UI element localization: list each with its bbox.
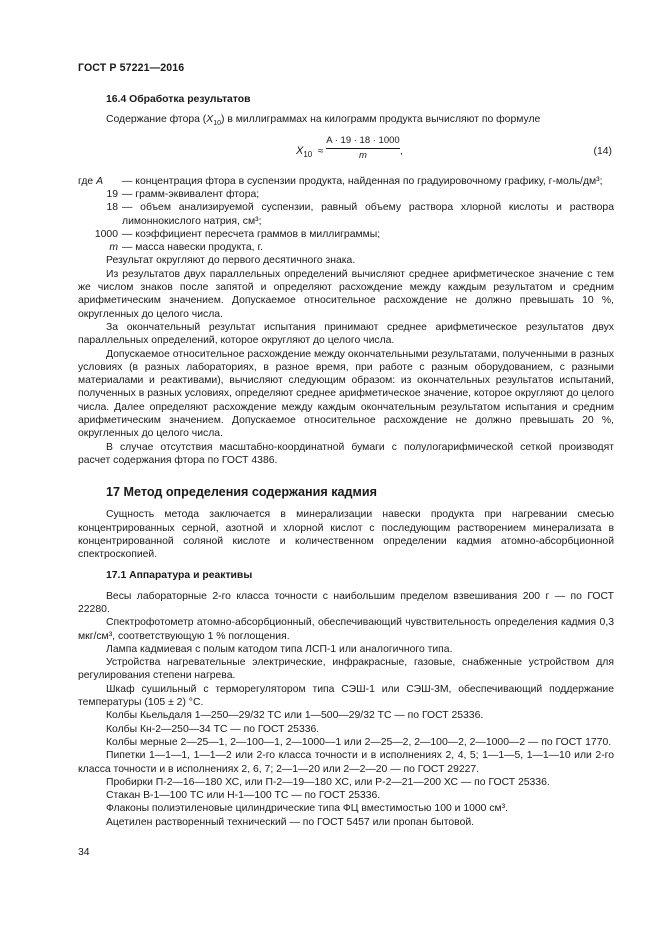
section-17-title: 17 Метод определения содержания кадмия [106,485,377,500]
document-header: ГОСТ Р 57221—2016 [78,62,185,74]
paragraph: Сущность метода заключается в минерализации навески продукта при нагревании смесью концентрированных серной, азотной и хлорной кислот с последующим растворением минерализата в концентрированной соляной кислоте и количественном определении кадмия атомно-абсорбционной спектроскопией. [78,509,614,561]
list-item: Устройства нагревательные электрические, инфракрасные, газовые, снабженные устройством для регулирования степени нагрева. [78,657,614,682]
formula-numerator: A · 19 · 18 · 1000 [326,135,400,149]
definition-item: 19 — грамм-эквивалент фтора; [106,188,260,200]
formula-number: (14) [593,145,612,157]
formula-approx-sign: ≈ [318,145,324,157]
where-label: где [78,175,94,187]
formula-14 [78,135,614,173]
list-item: Шкаф сушильный с терморегулятором типа СЭШ-1 или СЭШ-3М, обеспечивающий поддержание температуры (105 ± 2) °С. [78,683,614,709]
section-16-4-title: 16.4 Обработка результатов [106,94,251,105]
definition-item: m — масса навески продукта, г. [109,242,263,254]
list-item: Флаконы полиэтиленовые цилиндрические типа ФЦ вместимостью 100 и 1000 см³. [106,803,509,815]
definition-item: 18 — объем анализируемой суспензии, равный объему раствора хлорной кислоты и раствора лимоннокислого натрия, см³; [106,202,614,227]
list-item: Колбы Кьельдаля 1—250—29/32 ТС или 1—500—29/32 ТС — по ГОСТ 25336. [106,710,484,722]
list-item: Спектрофотометр атомно-абсорбционный, обеспечивающий чувствительность определения кадмия 0,3 мкг/см³, соответствующую 1 % поглощения. [78,617,614,642]
list-item: Колбы Кн-2—250—34 ТС — по ГОСТ 25336. [106,723,320,735]
list-item: Пипетки 1—1—1, 1—1—2 или 2-го класса точности и в исполнениях 2, 4, 5; 1—1—5, 1—1—10 или 2-го класса точности и в исполнениях 2, 6, 7; 2—1—20 или 2—2—20 — по ГОСТ 29227. [78,750,614,775]
list-item: Колбы мерные 2—25—1, 2—100—1, 2—1000—1 или 2—25—2, 2—100—2, 2—1000—2 — по ГОСТ 1770. [106,736,612,748]
list-item: Весы лабораторные 2-го класса точности с наибольшим пределом взвешивания 200 г — по ГОСТ 22280. [78,590,614,615]
formula-intro: Содержание фтора $(X_{10})$ в миллиграммах на килограмм продукта вычисляют по формуле [106,114,541,128]
paragraph: За окончательный результат испытания принимают среднее арифметическое результатов двух параллельных определений, которое округляют до целого числа. [78,321,614,347]
formula-lhs: $X_{10}$ [296,144,313,159]
page-content [78,93,614,829]
definition-item: где A — концентрация фтора в суспензии продукта, найденная по градуировочному графику, г-моль/дм³; [78,175,603,187]
list-item: Ацетилен растворенный технический — по ГОСТ 5457 или пропан бытовой. [106,816,475,828]
paragraph: В случае отсутствия масштабно-координатной бумаги с полулогарифмической сеткой производят расчет содержания фтора по ГОСТ 4386. [78,441,614,466]
formula-definitions [78,175,614,255]
list-item: Пробирки П-2—16—180 ХС, или П-2—19—180 ХС, или Р-2—21—200 ХС — по ГОСТ 25336. [106,776,550,788]
page-number: 34 [78,847,90,858]
paragraph: Из результатов двух параллельных определений вычисляют среднее арифметическое значение с тем же числом знаков после запятой и определяют расхождение между каждым результатом и средним арифметическим значением. Допускаемое относительное расхождение не должно превышать 10 %, округленных до целого числа. [78,268,614,320]
formula-comma: , [400,145,403,157]
paragraph: Результат округляют до первого десятичного знака. [106,255,356,267]
paragraph: Допускаемое относительное расхождение между окончательными результатами, полученными в разных условиях (в разных лабораториях, в разное время, при работе с разным оборудованием, с разными материалами и реактивами), вычисляют следующим образом: из окончательных результатов испытаний, полученных в разных условиях, определяют среднее арифметическое значение, которое округляют до целого числа. Далее определяют расхождение между каждым окончательным результатом испытания и средним арифметическим значением. Допускаемое относительное расхождение не должно превышать 20 %, округленных до целого числа. [78,348,614,440]
formula-denominator: m [359,149,367,161]
list-item: Стакан В-1—100 ТС или Н-1—100 ТС — по ГОСТ 25336. [106,790,381,802]
section-17-1-title: 17.1 Аппаратура и реактивы [106,570,253,582]
formula-fraction [326,135,400,162]
list-item: Лампа кадмиевая с полым катодом типа ЛСП-1 или аналогичного типа. [106,643,453,655]
definition-item: 1000 — коэффициент пересчета граммов в миллиграммы; [94,228,381,240]
